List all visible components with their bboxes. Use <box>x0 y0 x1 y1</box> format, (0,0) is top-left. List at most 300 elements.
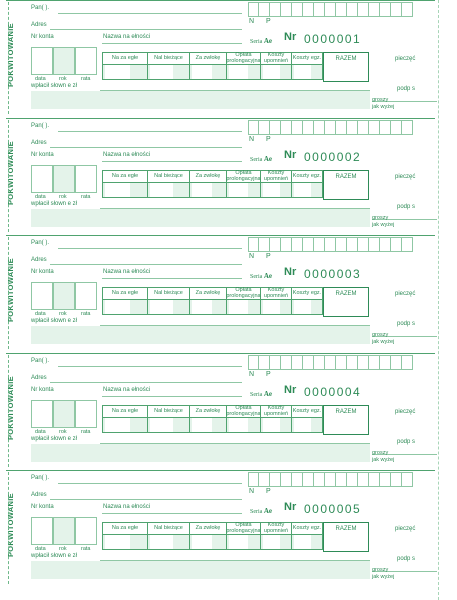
digit-cell[interactable] <box>259 120 270 135</box>
fee-cell[interactable] <box>292 535 323 550</box>
digit-cell[interactable] <box>314 355 325 370</box>
fee-cell[interactable] <box>190 535 227 550</box>
fee-cell-white <box>150 65 173 79</box>
fee-cell[interactable] <box>102 183 148 198</box>
fee-cell-white <box>192 65 212 79</box>
nr-label: Nr <box>284 384 297 396</box>
digit-cell[interactable] <box>347 472 358 487</box>
nr-label: Nr <box>284 31 297 43</box>
fee-cell[interactable] <box>261 65 292 80</box>
razem-label: RAZEM <box>335 174 357 180</box>
fee-cell[interactable] <box>292 418 323 433</box>
fee-cell-white <box>105 418 130 432</box>
fee-cell[interactable] <box>148 300 190 315</box>
digit-cell[interactable] <box>347 2 358 17</box>
fee-column-header: Koszty upomnień <box>261 170 292 183</box>
fee-cell-white <box>229 183 248 197</box>
digit-cell[interactable] <box>369 120 380 135</box>
fee-cell[interactable] <box>261 535 292 550</box>
digit-cell[interactable] <box>391 120 402 135</box>
nr-konta-label: Nr konta <box>31 504 54 510</box>
digit-cell[interactable] <box>369 237 380 252</box>
amount-words-area[interactable] <box>31 326 370 344</box>
digit-cell[interactable] <box>347 355 358 370</box>
fee-cell[interactable] <box>190 418 227 433</box>
top-cells[interactable] <box>248 120 413 135</box>
digit-cell[interactable] <box>380 472 391 487</box>
fees-row[interactable] <box>102 183 323 198</box>
data-label: data <box>35 76 46 82</box>
razem-box[interactable] <box>323 287 369 317</box>
fee-column-header: Na za egłe <box>102 287 148 300</box>
fee-column-header: Nal bieżące <box>148 522 190 535</box>
fee-column-header: Za zwłokę <box>190 522 227 535</box>
digit-cell[interactable] <box>325 120 336 135</box>
fee-cell[interactable] <box>190 65 227 80</box>
np-label: N P <box>249 18 276 25</box>
digit-cell[interactable] <box>270 472 281 487</box>
digit-cell[interactable] <box>402 2 413 17</box>
razem-box[interactable] <box>323 170 369 200</box>
rok-label: rok <box>59 429 67 435</box>
fee-cell-white <box>192 535 212 549</box>
fee-cell-white <box>229 535 248 549</box>
slip-top-border <box>6 470 435 471</box>
seria-prefix: Seria <box>250 157 263 163</box>
fee-cell-white <box>294 418 311 432</box>
nr-label: Nr <box>284 149 297 161</box>
seria-value: Ae <box>263 507 272 515</box>
seria <box>250 272 272 280</box>
digit-cell[interactable] <box>314 237 325 252</box>
wplacil-label: wpłacił słown e zł <box>31 436 78 442</box>
rata-cell[interactable] <box>75 282 97 310</box>
seria <box>250 37 272 45</box>
nazwa-field[interactable] <box>102 278 242 279</box>
left-perforation <box>8 472 9 584</box>
digit-cell[interactable] <box>402 120 413 135</box>
digit-cell[interactable] <box>369 2 380 17</box>
rata-label: rata <box>81 546 91 552</box>
digit-cell[interactable] <box>336 120 347 135</box>
digit-cell[interactable] <box>292 355 303 370</box>
seria-prefix: Seria <box>250 274 263 280</box>
digit-cell[interactable] <box>325 237 336 252</box>
podpis-label: podp s <box>397 439 416 445</box>
digit-cell[interactable] <box>391 472 402 487</box>
amount-words-area[interactable] <box>31 561 370 579</box>
digit-cell[interactable] <box>391 355 402 370</box>
rok-label: rok <box>59 194 67 200</box>
seria <box>250 507 272 515</box>
fees-header <box>102 405 323 418</box>
adres-label: Adres <box>31 22 47 28</box>
digit-cell[interactable] <box>369 355 380 370</box>
fee-column-header: Opłata prolongacyjna <box>226 404 261 417</box>
receipt-number: 0000003 <box>304 267 362 281</box>
digit-cell[interactable] <box>303 237 314 252</box>
fee-column-header: Koszty egz. <box>292 287 323 300</box>
digit-cell[interactable] <box>259 237 270 252</box>
left-perforation <box>8 237 9 349</box>
fee-column-header: Koszty egz. <box>292 170 323 183</box>
digit-cell[interactable] <box>292 237 303 252</box>
left-perforation <box>8 120 9 232</box>
side-label: POKWITOWANIE <box>6 376 15 440</box>
amount-words-area[interactable] <box>31 209 370 227</box>
fee-cell-white <box>105 300 130 314</box>
razem-box[interactable] <box>323 405 369 435</box>
digit-cell[interactable] <box>358 472 369 487</box>
fee-cell-white <box>150 300 173 314</box>
digit-cell[interactable] <box>336 472 347 487</box>
fee-column-header: Opłata prolongacyjna <box>226 169 261 182</box>
jak-wyzej-label: jak wyżej <box>372 574 395 580</box>
seria <box>250 155 272 163</box>
digit-cell[interactable] <box>270 2 281 17</box>
pan-label: Pan( ). <box>31 358 50 364</box>
wplacil-label: wpłacił słown e zł <box>31 201 78 207</box>
data-cell[interactable] <box>31 400 53 428</box>
digit-cell[interactable] <box>281 472 292 487</box>
digit-cell[interactable] <box>248 120 259 135</box>
receipt-slip <box>0 0 457 117</box>
fee-cell-white <box>150 535 173 549</box>
np-label: N P <box>249 488 276 495</box>
adres-label: Adres <box>31 257 47 263</box>
pan-label: Pan( ). <box>31 475 50 481</box>
nazwa-label: Nazwa na ełności <box>103 34 151 40</box>
fee-cell-white <box>263 535 280 549</box>
nazwa-field[interactable] <box>102 43 242 44</box>
rok-cell[interactable] <box>53 517 75 545</box>
fee-column-header: Na za egłe <box>102 52 148 65</box>
digit-cell[interactable] <box>259 355 270 370</box>
fee-column-header: Opłata prolongacyjna <box>226 286 261 299</box>
digit-cell[interactable] <box>314 472 325 487</box>
rata-cell[interactable] <box>75 47 97 75</box>
fee-cell[interactable] <box>190 300 227 315</box>
rata-label: rata <box>81 311 91 317</box>
nazwa-label: Nazwa na ełności <box>103 152 151 158</box>
receipt-number: 0000002 <box>304 150 362 164</box>
fee-cell[interactable] <box>102 300 148 315</box>
digit-cell[interactable] <box>281 120 292 135</box>
fee-cell[interactable] <box>261 300 292 315</box>
data-label: data <box>35 311 46 317</box>
data-label: data <box>35 194 46 200</box>
digit-cell[interactable] <box>303 120 314 135</box>
digit-cell[interactable] <box>336 237 347 252</box>
fee-cell[interactable] <box>261 418 292 433</box>
fees-row[interactable] <box>102 65 323 80</box>
fees-header <box>102 52 323 65</box>
pan-field[interactable] <box>58 483 242 484</box>
podpis-label: podp s <box>397 86 416 92</box>
fee-cell[interactable] <box>148 418 190 433</box>
receipt-slip <box>0 118 457 235</box>
fee-cell-white <box>150 418 173 432</box>
jak-wyzej-label: jak wyżej <box>372 457 395 463</box>
side-label: POKWITOWANIE <box>6 493 15 557</box>
rok-cell[interactable] <box>53 400 75 428</box>
fee-column-header: Koszty upomnień <box>261 405 292 418</box>
jak-wyzej-label: jak wyżej <box>372 339 395 345</box>
digit-cell[interactable] <box>325 2 336 17</box>
nr-konta-label: Nr konta <box>31 152 54 158</box>
razem-box[interactable] <box>323 52 369 82</box>
np-label: N P <box>249 253 276 260</box>
digit-cell[interactable] <box>248 2 259 17</box>
wplacil-label: wpłacił słown e zł <box>31 553 78 559</box>
fee-cell[interactable] <box>148 65 190 80</box>
fee-cell-white <box>263 183 280 197</box>
adres-field[interactable] <box>50 264 242 265</box>
digit-cell[interactable] <box>380 2 391 17</box>
adres-label: Adres <box>31 375 47 381</box>
digit-cell[interactable] <box>336 2 347 17</box>
digit-cell[interactable] <box>358 237 369 252</box>
digit-cell[interactable] <box>270 355 281 370</box>
jak-wyzej-label: jak wyżej <box>372 104 395 110</box>
digit-cell[interactable] <box>336 355 347 370</box>
digit-cell[interactable] <box>347 237 358 252</box>
digit-cell[interactable] <box>292 120 303 135</box>
nazwa-field[interactable] <box>102 513 242 514</box>
rata-cell[interactable] <box>75 517 97 545</box>
digit-cell[interactable] <box>281 2 292 17</box>
fee-column-header: Koszty egz. <box>292 522 323 535</box>
data-cell[interactable] <box>31 47 53 75</box>
data-cell[interactable] <box>31 165 53 193</box>
fee-cell-white <box>150 183 173 197</box>
fee-cell[interactable] <box>102 65 148 80</box>
digit-cell[interactable] <box>292 472 303 487</box>
fee-cell[interactable] <box>227 418 261 433</box>
fee-column-header: Koszty upomnień <box>261 287 292 300</box>
fee-cell-white <box>294 300 311 314</box>
pan-label: Pan( ). <box>31 5 50 11</box>
rata-label: rata <box>81 194 91 200</box>
fee-cell[interactable] <box>190 183 227 198</box>
nazwa-label: Nazwa na ełności <box>103 387 151 393</box>
fees-row[interactable] <box>102 418 323 433</box>
fee-column-header: Koszty egz. <box>292 405 323 418</box>
digit-cell[interactable] <box>358 120 369 135</box>
rata-label: rata <box>81 429 91 435</box>
pan-field[interactable] <box>58 366 242 367</box>
pieczec-label: pieczęć <box>395 291 416 297</box>
rok-cell[interactable] <box>53 47 75 75</box>
fee-column-header: Opłata prolongacyjna <box>226 51 261 64</box>
fee-cell[interactable] <box>148 535 190 550</box>
fee-column-header: Za zwłokę <box>190 52 227 65</box>
adres-field[interactable] <box>50 499 242 500</box>
digit-cell[interactable] <box>248 237 259 252</box>
digit-cell[interactable] <box>358 355 369 370</box>
data-label: data <box>35 546 46 552</box>
digit-cell[interactable] <box>281 237 292 252</box>
rata-cell[interactable] <box>75 400 97 428</box>
digit-cell[interactable] <box>380 237 391 252</box>
podpis-label: podp s <box>397 321 416 327</box>
nr-konta-label: Nr konta <box>31 269 54 275</box>
digit-cell[interactable] <box>303 2 314 17</box>
rok-label: rok <box>59 76 67 82</box>
adres-field[interactable] <box>50 382 242 383</box>
adres-label: Adres <box>31 492 47 498</box>
fee-cell-white <box>192 418 212 432</box>
receipt-slip <box>0 470 457 587</box>
fee-cell[interactable] <box>292 300 323 315</box>
nazwa-field[interactable] <box>102 161 242 162</box>
amount-words-area[interactable] <box>31 444 370 462</box>
pieczec-label: pieczęć <box>395 56 416 62</box>
digit-cell[interactable] <box>402 237 413 252</box>
seria-value: Ae <box>263 37 272 45</box>
slip-top-border <box>6 118 435 119</box>
fee-cell-white <box>294 65 311 79</box>
adres-field[interactable] <box>50 29 242 30</box>
fee-cell-white <box>105 183 130 197</box>
seria-value: Ae <box>263 390 272 398</box>
digit-cell[interactable] <box>248 472 259 487</box>
seria-value: Ae <box>263 155 272 163</box>
digit-cell[interactable] <box>281 355 292 370</box>
fee-cell[interactable] <box>227 65 261 80</box>
digit-cell[interactable] <box>369 472 380 487</box>
nazwa-label: Nazwa na ełności <box>103 504 151 510</box>
side-label: POKWITOWANIE <box>6 141 15 205</box>
pan-label: Pan( ). <box>31 240 50 246</box>
razem-label: RAZEM <box>335 409 357 415</box>
fees-header <box>102 170 323 183</box>
adres-field[interactable] <box>50 147 242 148</box>
fee-cell[interactable] <box>102 418 148 433</box>
fee-cell-white <box>192 183 212 197</box>
razem-label: RAZEM <box>335 291 357 297</box>
digit-cell[interactable] <box>248 355 259 370</box>
digit-cell[interactable] <box>380 355 391 370</box>
seria-prefix: Seria <box>250 509 263 515</box>
receipt-number: 0000001 <box>304 32 362 46</box>
top-cells[interactable] <box>248 2 413 17</box>
digit-cell[interactable] <box>259 2 270 17</box>
digit-cell[interactable] <box>391 237 402 252</box>
fee-cell[interactable] <box>292 183 323 198</box>
fee-column-header: Nal bieżące <box>148 52 190 65</box>
fees-row[interactable] <box>102 535 323 550</box>
digit-cell[interactable] <box>314 2 325 17</box>
digit-cell[interactable] <box>270 237 281 252</box>
fee-cell-white <box>263 65 280 79</box>
adres-label: Adres <box>31 140 47 146</box>
receipt-slip <box>0 235 457 352</box>
groszy-label: groszy <box>372 97 389 103</box>
digit-cell[interactable] <box>303 355 314 370</box>
razem-label: RAZEM <box>335 526 357 532</box>
seria-prefix: Seria <box>250 392 263 398</box>
digit-cell[interactable] <box>325 355 336 370</box>
groszy-label: groszy <box>372 215 389 221</box>
digit-cell[interactable] <box>292 2 303 17</box>
top-cells[interactable] <box>248 472 413 487</box>
np-label: N P <box>249 136 276 143</box>
pan-field[interactable] <box>58 131 242 132</box>
fee-column-header: Za zwłokę <box>190 170 227 183</box>
nazwa-field[interactable] <box>102 396 242 397</box>
pieczec-label: pieczęć <box>395 174 416 180</box>
razem-box[interactable] <box>323 522 369 552</box>
rok-label: rok <box>59 311 67 317</box>
podpis-label: podp s <box>397 556 416 562</box>
slip-top-border <box>6 0 435 1</box>
podpis-label: podp s <box>397 204 416 210</box>
rok-cell[interactable] <box>53 282 75 310</box>
digit-cell[interactable] <box>391 2 402 17</box>
receipt-slip <box>0 353 457 470</box>
fee-cell-white <box>105 65 130 79</box>
digit-cell[interactable] <box>303 472 314 487</box>
fee-column-header: Koszty upomnień <box>261 52 292 65</box>
top-cells[interactable] <box>248 237 413 252</box>
top-cells[interactable] <box>248 355 413 370</box>
groszy-label: groszy <box>372 450 389 456</box>
digit-cell[interactable] <box>402 355 413 370</box>
pieczec-label: pieczęć <box>395 526 416 532</box>
fee-cell[interactable] <box>292 65 323 80</box>
slip-top-border <box>6 353 435 354</box>
left-perforation <box>8 2 9 114</box>
fees-row[interactable] <box>102 300 323 315</box>
pan-field[interactable] <box>58 248 242 249</box>
fee-cell-white <box>229 65 248 79</box>
digit-cell[interactable] <box>347 120 358 135</box>
fee-cell-white <box>105 535 130 549</box>
data-label: data <box>35 429 46 435</box>
fee-cell[interactable] <box>102 535 148 550</box>
fee-cell[interactable] <box>148 183 190 198</box>
digit-cell[interactable] <box>314 120 325 135</box>
amount-words-area[interactable] <box>31 91 370 109</box>
jak-wyzej-label: jak wyżej <box>372 222 395 228</box>
data-cell[interactable] <box>31 517 53 545</box>
fee-cell-white <box>192 300 212 314</box>
fee-cell-white <box>263 300 280 314</box>
fee-cell[interactable] <box>227 300 261 315</box>
wplacil-label: wpłacił słown e zł <box>31 318 78 324</box>
fee-cell[interactable] <box>227 183 261 198</box>
rok-cell[interactable] <box>53 165 75 193</box>
rok-label: rok <box>59 546 67 552</box>
digit-cell[interactable] <box>325 472 336 487</box>
digit-cell[interactable] <box>402 472 413 487</box>
receipt-number: 0000004 <box>304 385 362 399</box>
seria <box>250 390 272 398</box>
digit-cell[interactable] <box>380 120 391 135</box>
pan-field[interactable] <box>58 13 242 14</box>
fee-column-header: Na za egłe <box>102 170 148 183</box>
rata-cell[interactable] <box>75 165 97 193</box>
fee-cell[interactable] <box>261 183 292 198</box>
digit-cell[interactable] <box>259 472 270 487</box>
digit-cell[interactable] <box>358 2 369 17</box>
data-cell[interactable] <box>31 282 53 310</box>
fee-cell[interactable] <box>227 535 261 550</box>
fee-column-header: Za zwłokę <box>190 405 227 418</box>
digit-cell[interactable] <box>270 120 281 135</box>
groszy-label: groszy <box>372 332 389 338</box>
